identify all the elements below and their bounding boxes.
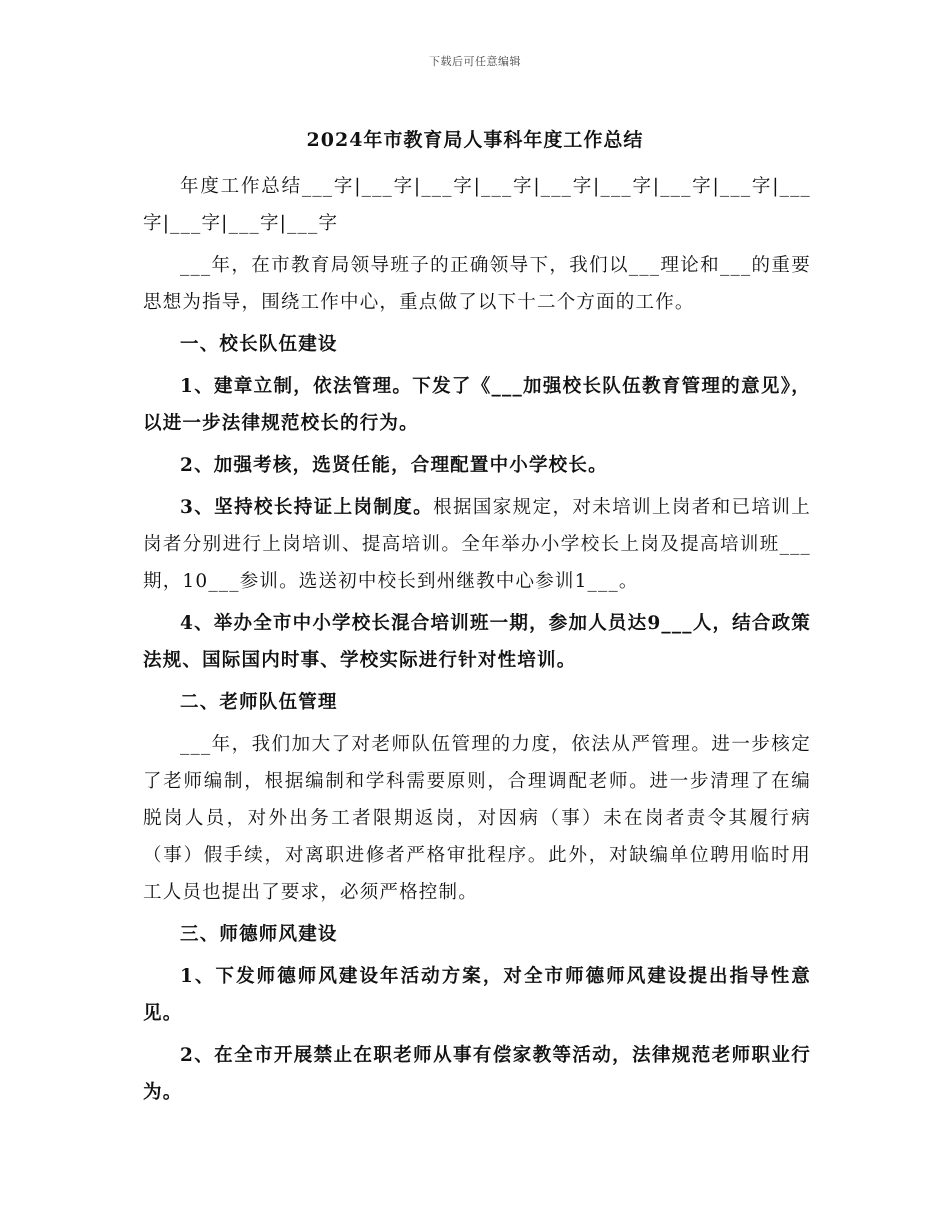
page-header-note: 下载后可任意编辑 xyxy=(429,55,521,68)
principals-item-2: 2、加强考核，选贤任能，合理配置中小学校长。 xyxy=(180,455,608,476)
section-heading-ethics: 三、师德师风建设 xyxy=(180,924,338,945)
document-body xyxy=(143,168,811,1116)
principals-item-3-body: 根据国家规定，对未培训上岗者和已培训上岗者分别进行上岗培训、提高培训。全年举办小学校长上岗及提高培训班___期，10___参训。选送初中校长到州继教中心参训1___。 xyxy=(143,497,811,592)
section-heading-teachers: 二、老师队伍管理 xyxy=(180,692,338,713)
ethics-item-1: 1、下发师德师风建设年活动方案，对全市师德师风建设提出指导性意见。 xyxy=(143,966,811,1024)
ethics-item-2: 2、在全市开展禁止在职老师从事有偿家教等活动，法律规范老师职业行为。 xyxy=(143,1045,811,1103)
word-count-line: 年度工作总结___字|___字|___字|___字|___字|___字|___字|___字|___字|___字|___字|___字 xyxy=(143,176,811,234)
principals-item-3: 3、坚持校长持证上岗制度。根据国家规定，对未培训上岗者和已培训上岗者分别进行上岗培训、提高培训。全年举办小学校长上岗及提高培训班___期，10___参训。选送初中校长到州继教中心参训1___。 xyxy=(143,497,811,592)
section-heading-principals: 一、校长队伍建设 xyxy=(180,334,338,355)
principals-item-4: 4、举办全市中小学校长混合培训班一期，参加人员达9___人，结合政策法规、国际国内时事、学校实际进行针对性培训。 xyxy=(143,613,811,671)
teachers-paragraph: ___年，我们加大了对老师队伍管理的力度，依法从严管理。进一步核定了老师编制，根据编制和学科需要原则，合理调配老师。进一步清理了在编脱岗人员，对外出务工者限期返岗，对因病（事）未在岗者责令其履行病（事）假手续，对离职进修者严格审批程序。此外，对缺编单位聘用临时用工人员也提出了要求，必须严格控制。 xyxy=(143,734,811,903)
document-title: 2024年市教育局人事科年度工作总结 xyxy=(306,129,644,151)
principals-item-1: 1、建章立制，依法管理。下发了《___加强校长队伍教育管理的意见》，以进一步法律规范校长的行为。 xyxy=(143,376,811,434)
intro-paragraph: ___年，在市教育局领导班子的正确领导下，我们以___理论和___的重要思想为指导，围绕工作中心，重点做了以下十二个方面的工作。 xyxy=(143,255,811,313)
